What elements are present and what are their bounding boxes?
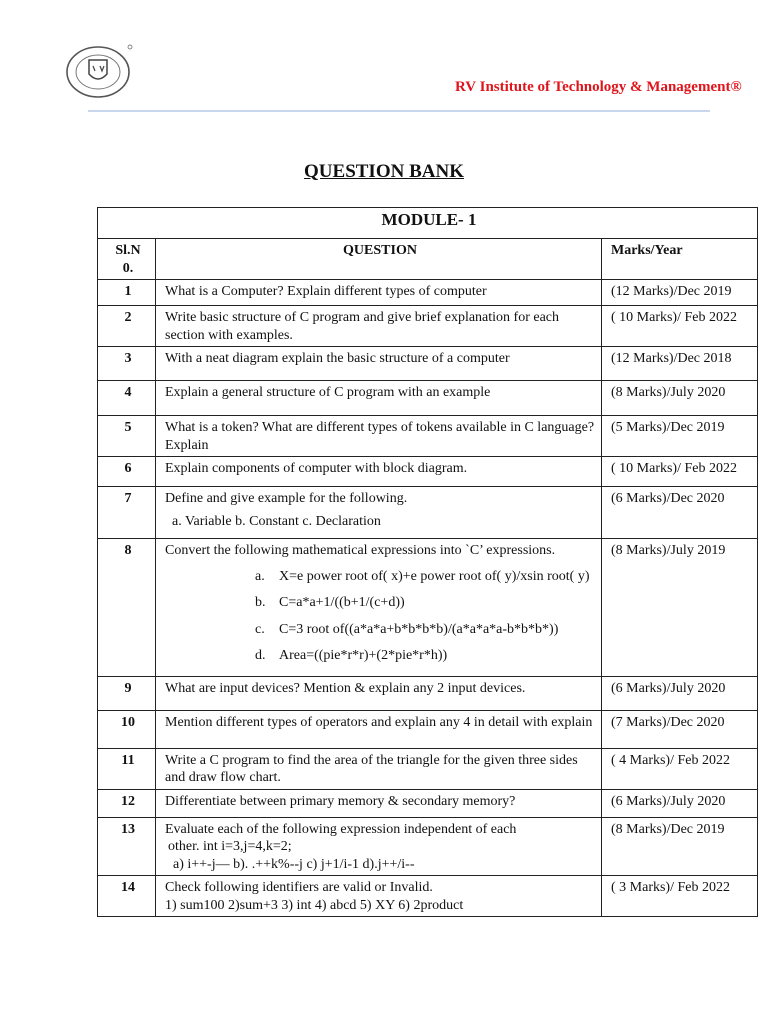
marks-year: (12 Marks)/Dec 2018 [602, 347, 758, 381]
header-row [98, 239, 758, 280]
row-number: 8 [98, 539, 156, 677]
question-cell [156, 876, 602, 917]
table-row [98, 676, 758, 710]
col-header-marks: Marks/Year [602, 239, 758, 280]
item-text: C=a*a+1/((b+1/(c+d)) [279, 595, 405, 610]
col-header-question: QUESTION [156, 239, 602, 280]
marks-year: (8 Marks)/Dec 2019 [602, 817, 758, 876]
question-text: Define and give example for the following. [165, 491, 408, 506]
question-subitems: a. Variable b. Constant c. Declaration [172, 513, 381, 529]
marks-year: ( 10 Marks)/ Feb 2022 [602, 457, 758, 487]
page-header [0, 0, 768, 112]
item-text: X=e power root of( x)+e power root of( y)/xsin root( y) [279, 568, 590, 584]
header-rule [88, 110, 710, 112]
item-letter: a. [255, 568, 265, 584]
row-number: 1 [98, 280, 156, 306]
table-row [98, 817, 758, 876]
table-row [98, 280, 758, 306]
table-row [98, 789, 758, 817]
question-text: What is a token? What are different types of tokens available in C language? Explain [156, 416, 602, 457]
list-item [255, 568, 595, 586]
question-text: Explain components of computer with block diagram. [156, 457, 602, 487]
item-letter: b. [255, 595, 266, 610]
row-number: 7 [98, 487, 156, 539]
question-table [97, 207, 758, 917]
table-row [98, 748, 758, 789]
question-text: What are input devices? Mention & explain any 2 input devices. [156, 676, 602, 710]
marks-year: (6 Marks)/Dec 2020 [602, 487, 758, 539]
page-title: QUESTION BANK [304, 161, 464, 182]
marks-year: (8 Marks)/July 2020 [602, 381, 758, 416]
table-row [98, 347, 758, 381]
question-text: Write basic structure of C program and give brief explanation for each section with examples. [156, 306, 602, 347]
question-line-2: other. int i=3,j=4,k=2; [168, 839, 292, 854]
marks-year: ( 3 Marks)/ Feb 2022 [602, 876, 758, 917]
item-text: C=3 root of((a*a*a+b*b*b*b)/(a*a*a*a-b*b*b*)) [279, 621, 559, 637]
marks-year: (5 Marks)/Dec 2019 [602, 416, 758, 457]
row-number: 11 [98, 748, 156, 789]
row-number: 4 [98, 381, 156, 416]
marks-year: (7 Marks)/Dec 2020 [602, 710, 758, 748]
question-cell [156, 487, 602, 539]
question-text: Check following identifiers are valid or Invalid. [165, 880, 433, 895]
row-number: 2 [98, 306, 156, 347]
table-row [98, 416, 758, 457]
module-row [98, 208, 758, 239]
item-text: Area=((pie*r*r)+(2*pie*r*h)) [279, 648, 448, 663]
question-line-3: a) i++-j— b). .++k%--j c) j+1/i-1 d).j++/i-- [173, 856, 415, 872]
question-cell [156, 817, 602, 876]
question-text: With a neat diagram explain the basic structure of a computer [156, 347, 602, 381]
row-number: 6 [98, 457, 156, 487]
question-cell [156, 539, 602, 677]
question-text: Explain a general structure of C program with an example [156, 381, 602, 416]
marks-year: ( 4 Marks)/ Feb 2022 [602, 748, 758, 789]
row-number: 13 [98, 817, 156, 876]
table-row [98, 306, 758, 347]
table-row [98, 457, 758, 487]
marks-year: (12 Marks)/Dec 2019 [602, 280, 758, 306]
question-text: Differentiate between primary memory & secondary memory? [156, 789, 602, 817]
row-number: 5 [98, 416, 156, 457]
row-number: 3 [98, 347, 156, 381]
marks-year: ( 10 Marks)/ Feb 2022 [602, 306, 758, 347]
module-heading: MODULE- 1 [98, 208, 758, 239]
expression-list [165, 568, 595, 665]
marks-year: (6 Marks)/July 2020 [602, 676, 758, 710]
row-number: 10 [98, 710, 156, 748]
list-item [255, 594, 595, 612]
table-row [98, 487, 758, 539]
row-number: 14 [98, 876, 156, 917]
question-text: Evaluate each of the following expression independent of each [165, 821, 517, 837]
table-row [98, 539, 758, 677]
item-letter: c. [255, 621, 265, 637]
question-text: Convert the following mathematical expressions into `C’ expressions. [165, 543, 556, 558]
question-text: Write a C program to find the area of the triangle for the given three sides and draw flow chart. [156, 748, 602, 789]
question-text: Mention different types of operators and explain any 4 in detail with explain [156, 710, 602, 748]
marks-year: (6 Marks)/July 2020 [602, 789, 758, 817]
row-number: 9 [98, 676, 156, 710]
institute-name: RV Institute of Technology & Management® [455, 79, 742, 95]
list-item [255, 621, 595, 639]
marks-year: (8 Marks)/July 2019 [602, 539, 758, 677]
item-letter: d. [255, 648, 266, 663]
table-row [98, 710, 758, 748]
col-header-slno: Sl.N 0. [98, 239, 156, 280]
list-item [255, 647, 595, 665]
row-number: 12 [98, 789, 156, 817]
question-line-2: 1) sum100 2)sum+3 3) int 4) abcd 5) XY 6) 2product [165, 897, 464, 913]
table-row [98, 876, 758, 917]
question-text: What is a Computer? Explain different types of computer [156, 280, 602, 306]
table-row [98, 381, 758, 416]
rv-logo [64, 42, 134, 100]
